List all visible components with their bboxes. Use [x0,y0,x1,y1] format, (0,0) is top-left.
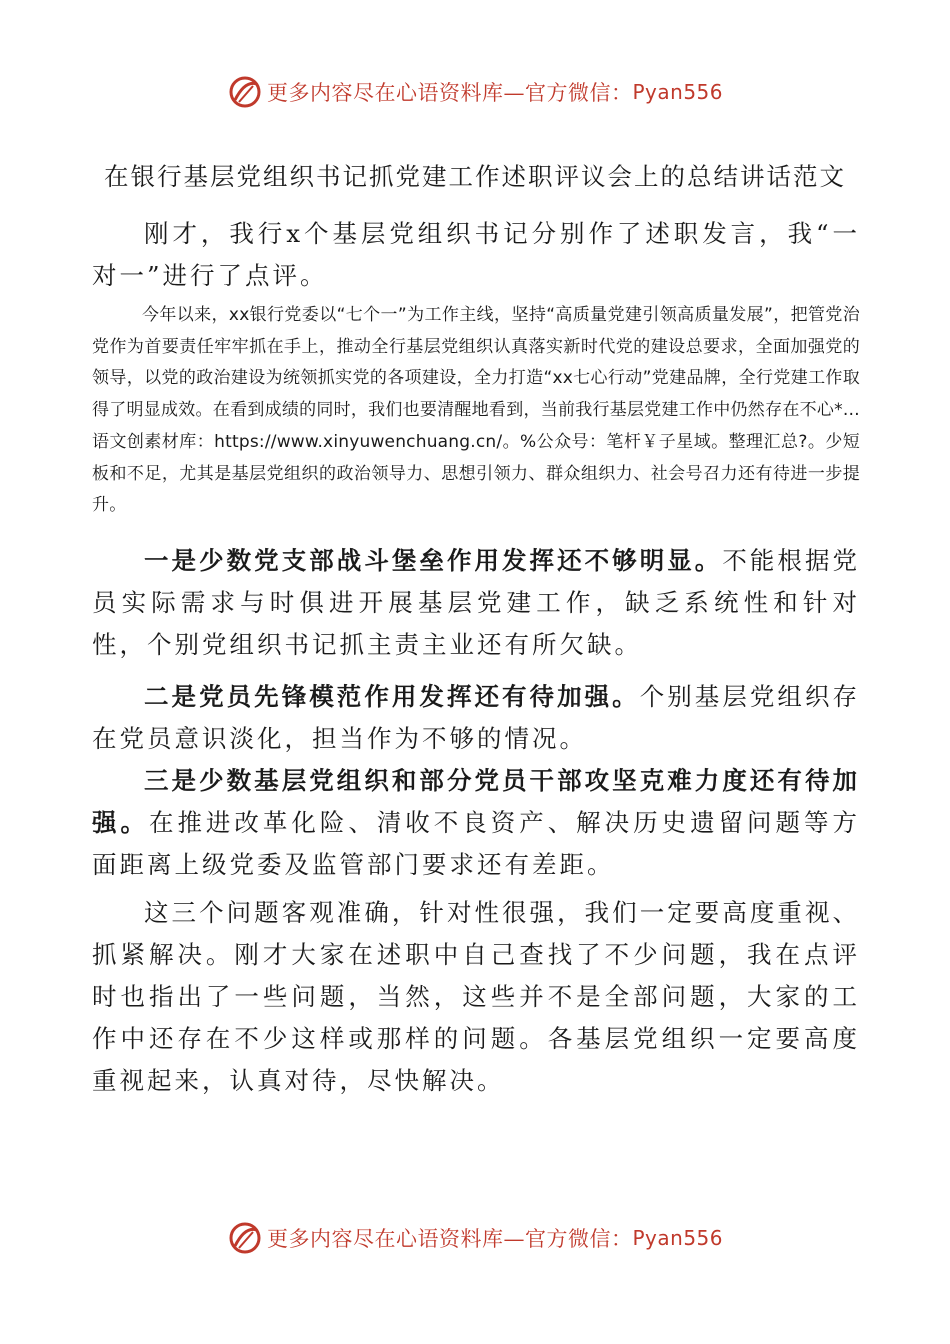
issue-2-text: 个别基层党组织存在党员意识淡化，担当作为不够的情况。 [92,682,860,753]
banner-text: 更多内容尽在心语资料库—官方微信： [266,81,633,105]
wechat-id: Pyan556 [632,1226,723,1250]
banner-text: 更多内容尽在心语资料库—官方微信： [266,1227,633,1251]
document-title: 在银行基层党组织书记抓党建工作述职评议会上的总结讲话范文 [104,162,846,191]
footer-banner [0,1218,950,1258]
logo-icon [227,1220,263,1256]
issue-1-text: 不能根据党员实际需求与时俱进开展基层党建工作，缺乏系统性和针对性，个别党组织书记抓主责主业还有所欠缺。 [92,546,861,659]
paragraph-intro: 刚才，我行x个基层党组织书记分别作了述职发言，我“一对一”进行了点评。 [92,219,860,290]
issue-3-text: 在推进改革化险、清收不良资产、解决历史遗留问题等方面距离上级党委及监管部门要求还有差距。 [92,808,861,879]
wechat-id: Pyan556 [632,80,723,104]
paragraph-issue-1 [92,540,860,666]
paragraph-issue-3 [92,760,860,886]
issue-2-heading: 二是党员先锋模范作用发挥还有待加强。 [144,682,640,711]
issue-3-heading: 三是少数基层党组织和部分党员干部攻坚克难力度还有待加强。 [92,766,860,837]
issue-1-heading: 一是少数党支部战斗堡垒作用发挥还不够明显。 [144,546,723,575]
paragraph-conclusion: 这三个问题客观准确，针对性很强，我们一定要高度重视、抓紧解决。刚才大家在述职中自己查找了不少问题，我在点评时也指出了一些问题，当然，这些并不是全部问题，大家的工作中还存在不少这样或那样的问题。各基层党组织一定要高度重视起来，认真对待，尽快解决。 [92,898,860,1095]
paragraph-issue-2 [92,676,860,760]
header-banner [0,72,950,112]
paragraph-summary: 今年以来，xx银行党委以“七个一”为工作主线，坚持“高质量党建引领高质量发展”，把管党治党作为首要责任牢牢抓在手上，推动全行基层党组织认真落实新时代党的建设总要求，全面加强党的领导，以党的政治建设为统领抓实党的各项建设，全力打造“xx七心行动”党建品牌，全行党建工作取得了明显成效。在看到成绩的同时，我们也要清醒地看到，当前我行基层党建工作中仍然存在不心*…语文创素材库：https://www.xinyuwenchuang.cn/。%公众号：笔杆￥子星域。整理汇总?。少短板和不足，尤其是基层党组织的政治领导力、思想引领力、群众组织力、社会号召力还有待进一步提升。 [92,305,860,516]
logo-icon [227,74,263,110]
